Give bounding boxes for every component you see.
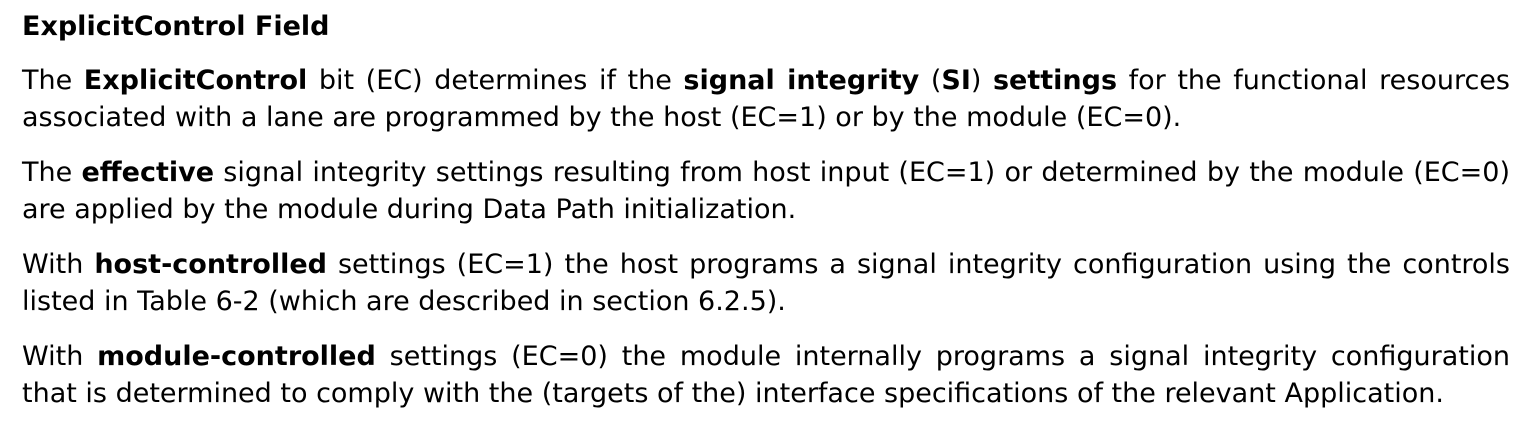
bold-term-host-controlled: host-controlled <box>94 249 327 280</box>
paragraph-module-controlled <box>22 338 1510 412</box>
bold-term-module-controlled: module-controlled <box>97 341 376 372</box>
text-run: With <box>22 249 95 280</box>
section-heading: ExplicitControl Field <box>22 11 330 42</box>
paragraph-host-controlled <box>22 246 1510 320</box>
text-run: With <box>22 341 98 372</box>
text-run: for the functional resources associated with a lane are programmed by the host (EC=1) or by the module (EC=0). <box>22 65 1510 133</box>
bold-term-si: SI <box>941 65 971 96</box>
text-run: ( <box>919 65 942 96</box>
text-run: The <box>22 157 82 188</box>
paragraph-explicit-control <box>22 62 1510 136</box>
text-run: ) <box>970 65 993 96</box>
document-body <box>22 6 1510 430</box>
bold-term-signal-integrity: signal integrity <box>683 65 920 96</box>
bold-term-explicitcontrol: ExplicitControl <box>83 65 308 96</box>
bold-term-effective: effective <box>81 157 215 188</box>
text-run: The <box>22 65 84 96</box>
text-run: signal integrity settings resulting from host input (EC=1) or determined by the module (EC=0) are applied by the module during Data Path initialization. <box>22 157 1510 225</box>
paragraph-effective-settings <box>22 154 1510 228</box>
bold-term-settings: settings <box>992 65 1118 96</box>
text-run: settings (EC=0) the module internally programs a signal integrity configuration that is determined to comply with the (targets of the) interface specifications of the relevant Application. <box>22 341 1510 409</box>
text-run: settings (EC=1) the host programs a signal integrity configuration using the controls listed in Table 6-2 (which are described in section 6.2.5). <box>22 249 1510 317</box>
text-run: bit (EC) determines if the <box>307 65 684 96</box>
